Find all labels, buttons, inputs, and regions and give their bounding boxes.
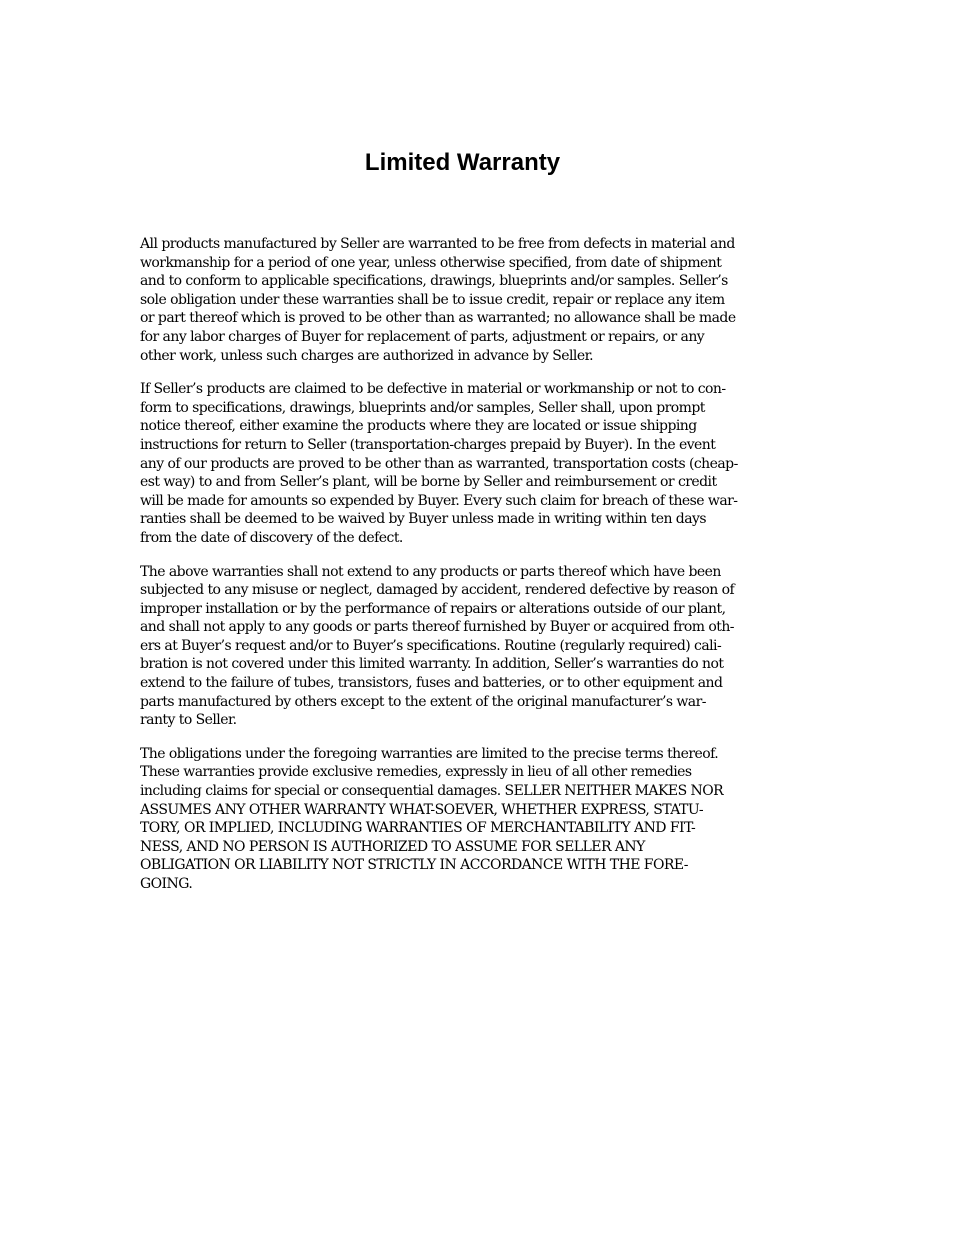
text-line: form to specifications, drawings, blueprints and/or samples, Seller shall, upon prompt [140, 399, 705, 416]
text-line: ranty to Seller. [140, 712, 237, 729]
text-line: GOING. [140, 876, 193, 892]
text-line: The obligations under the foregoing warranties are limited to the precise terms thereof. [140, 745, 719, 762]
text-line: for any labor charges of Buyer for replacement of parts, adjustment or repairs, or any [140, 328, 705, 345]
paragraph-exclusions [140, 563, 790, 730]
text-line: instructions for return to Seller (transportation-charges prepaid by Buyer). In the event [140, 436, 716, 453]
text-line: The above warranties shall not extend to any products or parts thereof which have been [140, 563, 721, 580]
page-title: Limited Warranty [364, 149, 561, 176]
text-line: workmanship for a period of one year, unless otherwise specified, from date of shipment [140, 254, 722, 271]
text-line: extend to the failure of tubes, transistors, fuses and batteries, or to other equipment and [140, 675, 723, 692]
text-line: est way) to and from Seller’s plant, will be borne by Seller and reimbursement or credit [140, 474, 717, 491]
text-line: If Seller’s products are claimed to be defective in material or workmanship or not to con- [140, 381, 726, 398]
text-line: TORY, OR IMPLIED, INCLUDING WARRANTIES OF MERCHANTABILITY AND FIT- [140, 820, 696, 837]
text-line: ASSUMES ANY OTHER WARRANTY WHAT-SOEVER, WHETHER EXPRESS, STATU- [140, 801, 704, 818]
text-line: ranties shall be deemed to be waived by Buyer unless made in writing within ten days [140, 511, 707, 528]
text-line: or part thereof which is proved to be other than as warranted; no allowance shall be made [140, 310, 736, 327]
text-line: parts manufactured by others except to the extent of the original manufacturer’s war- [140, 693, 706, 710]
paragraph-obligations [140, 745, 790, 894]
text-line: NESS, AND NO PERSON IS AUTHORIZED TO ASSUME FOR SELLER ANY [140, 838, 645, 855]
text-line: All products manufactured by Seller are warranted to be free from defects in material and [140, 236, 735, 252]
text-line: and shall not apply to any goods or parts thereof furnished by Buyer or acquired from oth- [140, 619, 734, 636]
document-body [140, 235, 790, 909]
text-line: notice thereof, either examine the products where they are located or issue shipping [140, 418, 697, 435]
text-line: These warranties provide exclusive remedies, expressly in lieu of all other remedies [140, 764, 692, 781]
text-line: other work, unless such charges are authorized in advance by Seller. [140, 347, 594, 364]
text-line: will be made for amounts so expended by Buyer. Every such claim for breach of these war- [140, 492, 738, 509]
text-line: improper installation or by the performance of repairs or alterations outside of our plant, [140, 600, 726, 617]
text-line: ers at Buyer’s request and/or to Buyer’s specifications. Routine (regularly required) cali- [140, 637, 722, 654]
text-line: sole obligation under these warranties shall be to issue credit, repair or replace any item [140, 291, 725, 308]
text-line: OBLIGATION OR LIABILITY NOT STRICTLY IN ACCORDANCE WITH THE FORE- [140, 857, 688, 874]
text-line: bration is not covered under this limited warranty. In addition, Seller’s warranties do not [140, 656, 724, 673]
text-line: from the date of discovery of the defect. [140, 529, 403, 546]
paragraph-warranty-scope [140, 235, 790, 365]
text-line: and to conform to applicable specifications, drawings, blueprints and/or samples. Seller’s [140, 273, 728, 290]
text-line: subjected to any misuse or neglect, damaged by accident, rendered defective by reason of [140, 582, 735, 599]
paragraph-defect-claims [140, 380, 790, 547]
text-line: including claims for special or consequential damages. SELLER NEITHER MAKES NOR [140, 783, 724, 800]
text-line: any of our products are proved to be other than as warranted, transportation costs (cheap- [140, 455, 738, 472]
